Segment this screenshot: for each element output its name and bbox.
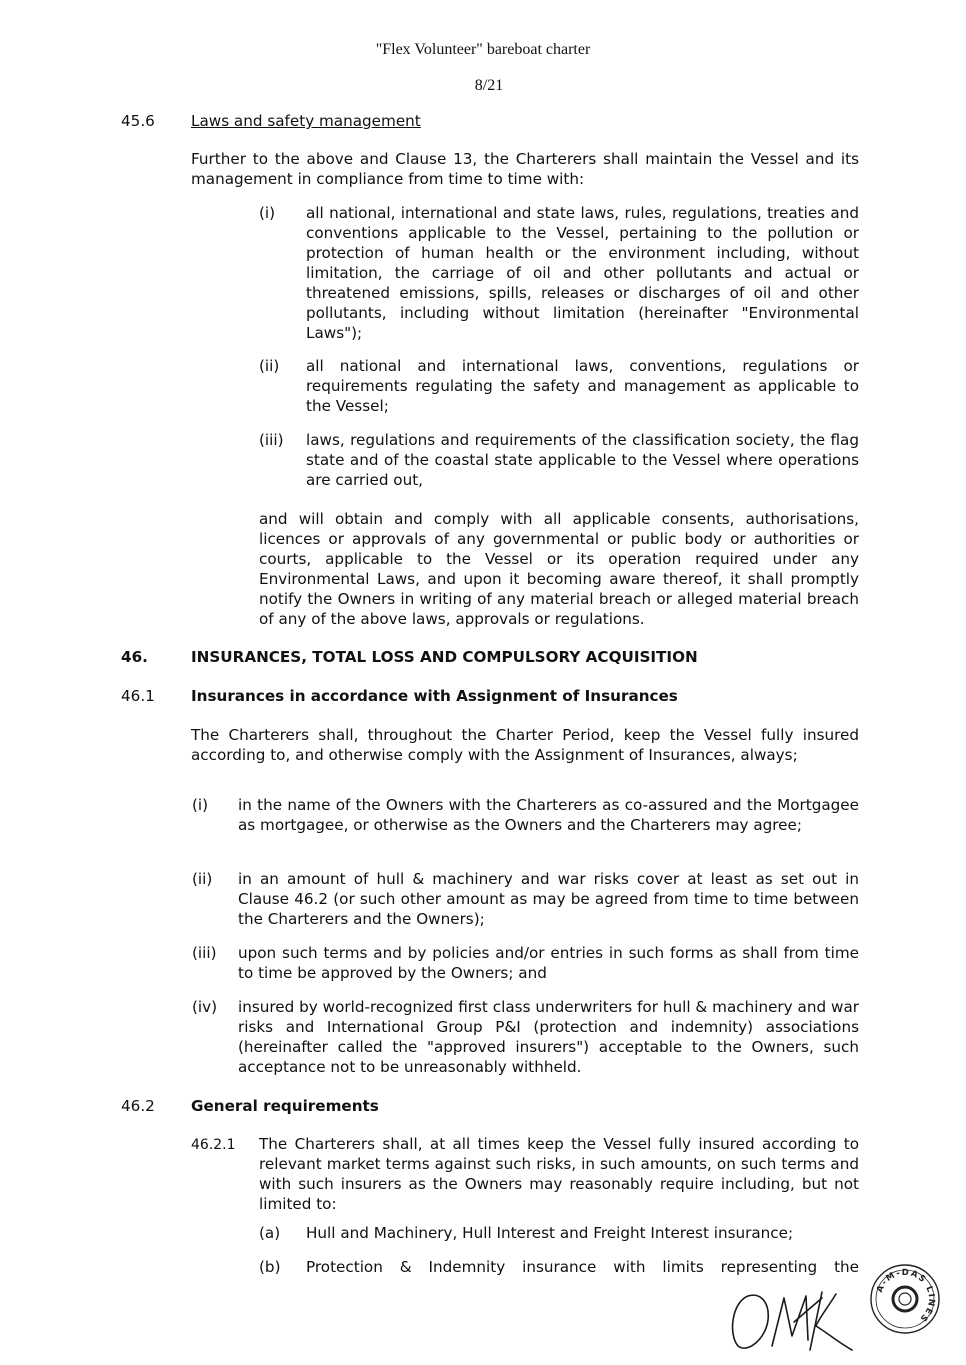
list-label: (ii) [192,870,213,888]
document-title: "Flex Volunteer" bareboat charter [375,41,591,58]
list-label: (i) [259,204,276,222]
section-number-46: 46. [121,648,148,666]
list-item: laws, regulations and requirements of the classification society, the flag state and of the coastal state applicable to the Vessel where operations are carried out, [306,431,859,489]
page-number: 8/21 [474,77,504,94]
section-heading-46-1: Insurances in accordance with Assignment of Insurances [191,687,678,705]
company-stamp [868,1262,942,1336]
list-item: insured by world-recognized first class underwriters for hull & machinery and war risks and International Group P&I (protection and indemnity) associations (hereinafter called the "approved insurers") acceptable to the Owners, such acceptance not to be unreasonably withheld. [238,998,859,1076]
list-label: (b) [259,1258,281,1276]
section-number-46-1: 46.1 [121,687,155,705]
list-label: (iv) [192,998,218,1016]
list-item: all national, international and state laws, rules, regulations, treaties and conventions applicable to the Vessel, pertaining to the pollution or protection of human health or the environment including, without limitation, the carriage of oil and other pollutants and actual or threatened emissions, spills, releases or discharges of oil and other pollutants, including without limitation (hereinafter "Environmental Laws"); [306,204,859,342]
subsection-text-46-2-1: The Charterers shall, at all times keep the Vessel fully insured according to relevant market terms against such risks, in such amounts, on such terms and with such insurers as the Owners may reasonably require including, but not limited to: [259,1135,859,1213]
list-item: all national and international laws, conventions, regulations or requirements regulating the safety and management as applicable to the Vessel; [306,357,859,415]
list-label: (iii) [192,944,217,962]
section-closing-45-6: and will obtain and comply with all applicable consents, authorisations, licences or approvals of any governmental or public body or authorities or courts, applicable to the Vessel or its operation required under any Environmental Laws, and upon it becoming aware thereof, it shall promptly notify the Owners in writing of any material breach or alleged material breach of any of the above laws, approvals or regulations. [259,510,859,628]
svg-text:A-M-DAS LINES [875,1268,936,1324]
section-heading-46-2: General requirements [191,1097,379,1115]
list-item: in the name of the Owners with the Charterers as co-assured and the Mortgagee as mortgagee, or otherwise as the Owners and the Charterers may agree; [238,796,859,834]
stamp-text: A-M-DAS LINES [875,1267,937,1325]
section-number-45-6: 45.6 [121,112,155,130]
list-label: (iii) [259,431,284,449]
section-intro-46-1: The Charterers shall, throughout the Charter Period, keep the Vessel fully insured according to, and otherwise comply with the Assignment of Insurances, always; [191,726,859,764]
section-number-46-2: 46.2 [121,1097,155,1115]
section-intro-45-6: Further to the above and Clause 13, the Charterers shall maintain the Vessel and its management in compliance from time to time with: [191,150,859,188]
signature-initials [726,1288,866,1354]
section-heading-45-6: Laws and safety management [191,112,421,130]
list-label: (i) [192,796,209,814]
list-label: (a) [259,1224,281,1242]
list-label: (ii) [259,357,280,375]
list-item: in an amount of hull & machinery and war risks cover at least as set out in Clause 46.2 (or such other amount as may be agreed from time to time between the Charterers and the Owners); [238,870,859,928]
list-item: Hull and Machinery, Hull Interest and Freight Interest insurance; [306,1224,794,1242]
subsection-number-46-2-1: 46.2.1 [191,1137,236,1153]
section-heading-46: INSURANCES, TOTAL LOSS AND COMPULSORY ACQUISITION [191,648,698,666]
list-item: upon such terms and by policies and/or entries in such forms as shall from time to time be approved by the Owners; and [238,944,859,982]
list-item: Protection & Indemnity insurance with limits representing the [306,1258,859,1276]
